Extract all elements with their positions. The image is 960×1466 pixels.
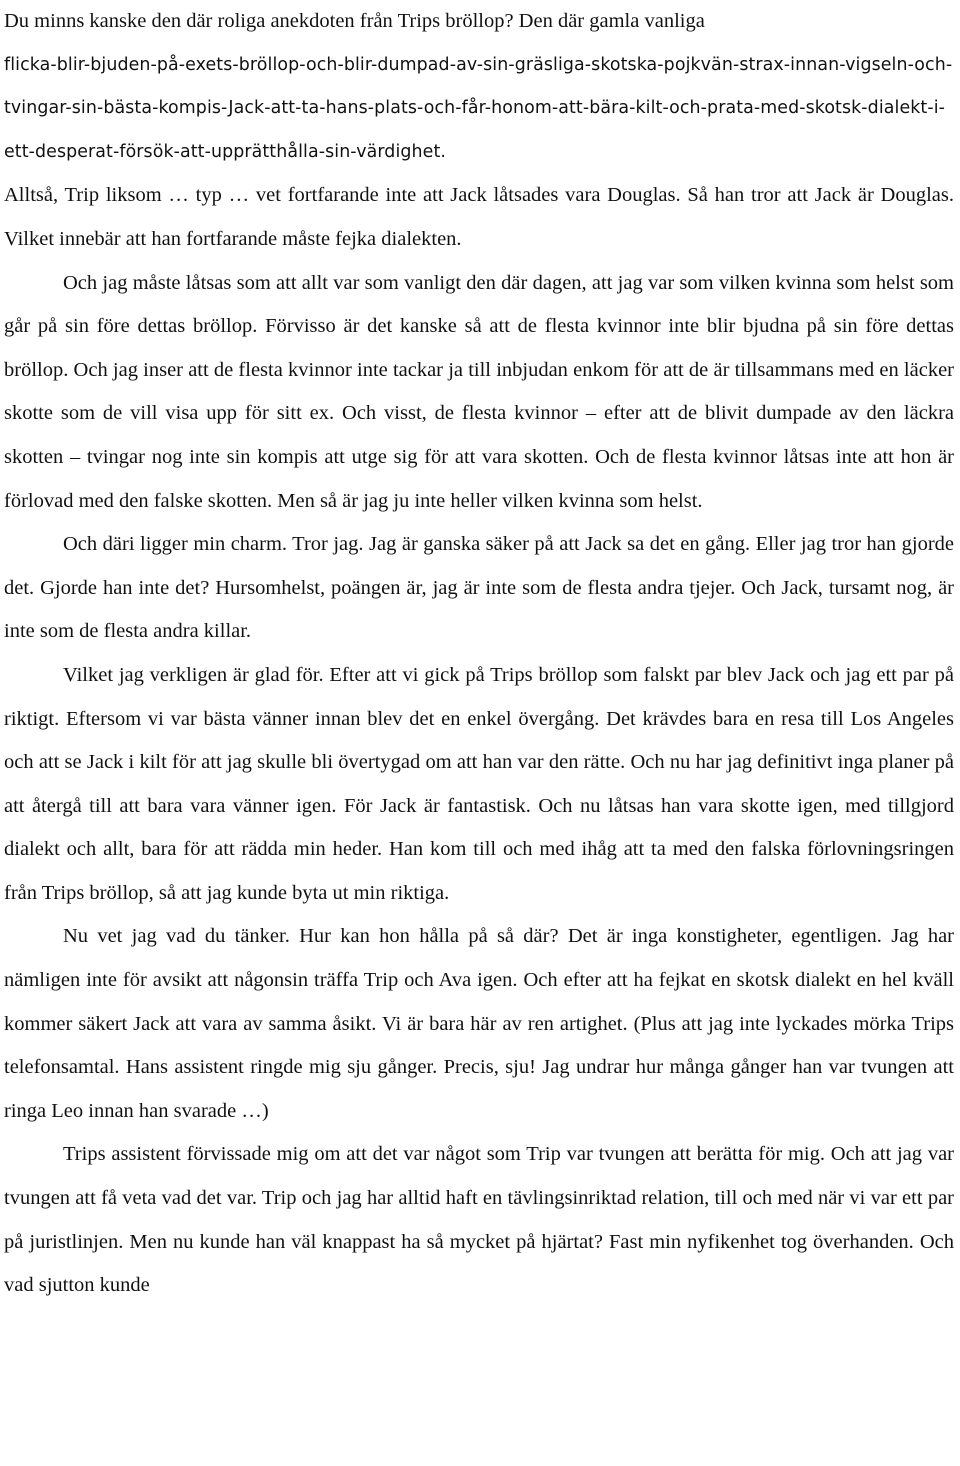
paragraph-4-text: Vilket jag verkligen är glad för. Efter att vi gick på Trips bröllop som falskt par blev Jack och jag ett par på riktigt. Eftersom vi var bästa vänner innan blev det en enkel övergång. Det krävdes bara en resa till Los Angeles och att se Jack i kilt för att jag skulle bli övertygad om att han var den rätte. Och nu har jag definitivt inga planer på att återgå till att bara vara vänner igen. För Jack är fantastisk. Och nu låtsas han vara skotte igen, med tillgjord dialekt och allt, bara för att rädda min heder. Han kom till och med ihåg att ta med den falska förlovningsringen från Trips bröllop, så att jag kunde byta ut min riktiga. (4, 663, 954, 904)
paragraph-2 (4, 262, 954, 524)
paragraph-6 (4, 1133, 954, 1307)
paragraph-5 (4, 915, 954, 1133)
paragraph-2-text: Och jag måste låtsas som att allt var som vanligt den där dagen, att jag var som vilken kvinna som helst som går på sin före dettas bröllop. Förvisso är det kanske så att de flesta kvinnor inte blir bjudna på sin före dettas bröllop. Och jag inser att de flesta kvinnor inte tackar ja till inbjudan enkom för att de är tillsammans med en läcker skotte som de vill visa upp för sitt ex. Och visst, de flesta kvinnor – efter att de blivit dumpade av den läckra skotten – tvingar nog inte sin kompis att utge sig för att vara skotten. Och de flesta kvinnor låtsas inte att hon är förlovad med den falske skotten. Men så är jag ju inte heller vilken kvinna som helst. (4, 271, 954, 512)
paragraph-4 (4, 654, 954, 916)
paragraph-6-text: Trips assistent förvissade mig om att det var något som Trip var tvungen att berätta för mig. Och att jag var tvungen att få veta vad det var. Trip och jag har alltid haft en tävlingsinriktad relation, till och med när vi var ett par på juristlinjen. Men nu kunde han väl knappast ha så mycket på hjärtat? Fast min nyfikenhet tog överhanden. Och vad sjutton kunde (4, 1143, 954, 1297)
hyphenated-compound-phrase: flicka-blir-bjuden-på-exets-bröllop-och-blir-dumpad-av-sin-gräsliga-skotska-pojkvän-strax-innan-vigseln-och-tvingar-sin-bästa-kompis-Jack-att-ta-hans-plats-och-får-honom-att-bära-kilt-och-prata-med-skotsk-dialekt-i-ett-desperat-försök-att-upprätthålla-sin-värdighet. (4, 54, 953, 162)
paragraph-5-text: Nu vet jag vad du tänker. Hur kan hon hålla på så där? Det är inga konstigheter, egentligen. Jag har nämligen inte för avsikt att någonsin träffa Trip och Ava igen. Och efter att ha fejkat en skotsk dialekt en hel kväll kommer säkert Jack att vara av samma åsikt. Vi är bara här av ren artighet. (Plus att jag inte lyckades mörka Trips telefonsamtal. Hans assistent ringde mig sju gånger. Precis, sju! Jag undrar hur många gånger han var tvungen att ringa Leo innan han svarade …) (4, 925, 954, 1122)
paragraph-3 (4, 523, 954, 654)
paragraph-1 (4, 0, 954, 262)
paragraph-1-text-a: Du minns kanske den där roliga anekdoten från Trips bröllop? Den där gamla vanliga (4, 10, 705, 32)
document-page (4, 0, 954, 1308)
paragraph-3-text: Och däri ligger min charm. Tror jag. Jag är ganska säker på att Jack sa det en gång. Eller jag tror han gjorde det. Gjorde han inte det? Hursomhelst, poängen är, jag är inte som de flesta andra tjejer. Och Jack, tursamt nog, är inte som de flesta andra killar. (4, 533, 954, 643)
paragraph-1-text-b: Alltså, Trip liksom … typ … vet fortfarande inte att Jack låtsades vara Douglas. Så han tror att Jack är Douglas. Vilket innebär att han fortfarande måste fejka dialekten. (4, 184, 954, 250)
